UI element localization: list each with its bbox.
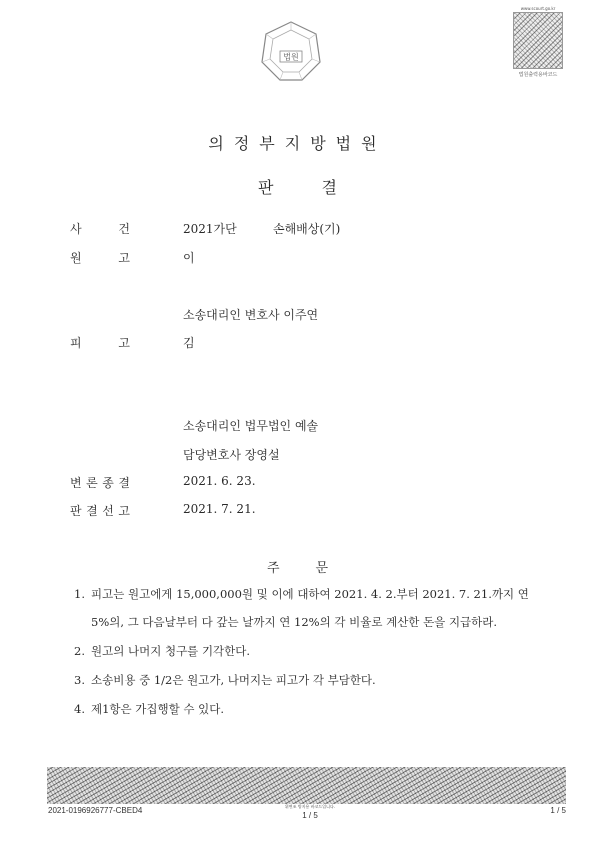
- court-emblem: [258, 18, 324, 84]
- qr-caption: 법원출력용바코드: [518, 72, 558, 78]
- qr-site-text: www.scourt.go.kr: [520, 6, 556, 11]
- order-item-1-num: 1.: [74, 587, 85, 601]
- defendant-attorney: 담당변호사 장영설: [183, 448, 280, 462]
- judgment-date-label: 판 결 선 고: [70, 504, 130, 518]
- order-title: 주 문: [266, 561, 329, 576]
- qr-code-icon: [513, 12, 563, 69]
- defendant-counsel: 소송대리인 법무법인 예솔: [183, 419, 319, 433]
- qr-code: [513, 6, 563, 76]
- footer-page-number: 1 / 5: [550, 806, 566, 815]
- court-emblem-icon: [258, 18, 324, 84]
- order-item-2-line1: 원고의 나머지 청구를 기각한다.: [91, 644, 251, 658]
- footer-note: 위변조 방지용 바코드입니다.: [284, 804, 336, 809]
- hearing-end-date: 2021. 6. 23.: [183, 474, 256, 488]
- order-item-4-line1: 제1항은 가집행할 수 있다.: [91, 702, 225, 716]
- judgment-date: 2021. 7. 21.: [183, 502, 256, 516]
- document-id: 2021-0196926777-CBED4: [48, 806, 143, 815]
- anti-forgery-barcode: [47, 767, 566, 804]
- plaintiff-label: 원 고: [70, 251, 130, 265]
- footer-center-page: 1 / 5: [302, 811, 318, 820]
- hearing-end-label: 변 론 종 결: [70, 476, 130, 490]
- court-name: 의정부지방법원: [208, 134, 387, 153]
- order-item-3-line1: 소송비용 중 1/2은 원고가, 나머지는 피고가 각 부담한다.: [91, 673, 376, 687]
- case-label: 사 건: [70, 222, 130, 236]
- order-item-3-num: 3.: [74, 673, 85, 687]
- emblem-text: 법원: [283, 52, 299, 62]
- doc-title: [0, 175, 595, 198]
- plaintiff-name: 이: [183, 251, 195, 265]
- case-number: 2021가단: [183, 222, 237, 236]
- order-item-4-num: 4.: [74, 702, 85, 716]
- defendant-name: 김: [183, 336, 195, 350]
- order-item-2-num: 2.: [74, 644, 85, 658]
- order-item-1-line1: 피고는 원고에게 15,000,000원 및 이에 대하여 2021. 4. 2.부터 2021. 7. 21.까지 연: [91, 587, 529, 601]
- order-item-1-line2: 5%의, 그 다음날부터 다 갚는 날까지 연 12%의 각 비율로 계산한 돈을 지급하라.: [91, 615, 498, 629]
- plaintiff-counsel: 소송대리인 변호사 이주연: [183, 308, 319, 322]
- defendant-label: 피 고: [70, 336, 130, 350]
- doc-title-char: 판: [258, 178, 274, 197]
- doc-title-char: 결: [321, 178, 337, 197]
- case-name: 손해배상(기): [273, 222, 341, 236]
